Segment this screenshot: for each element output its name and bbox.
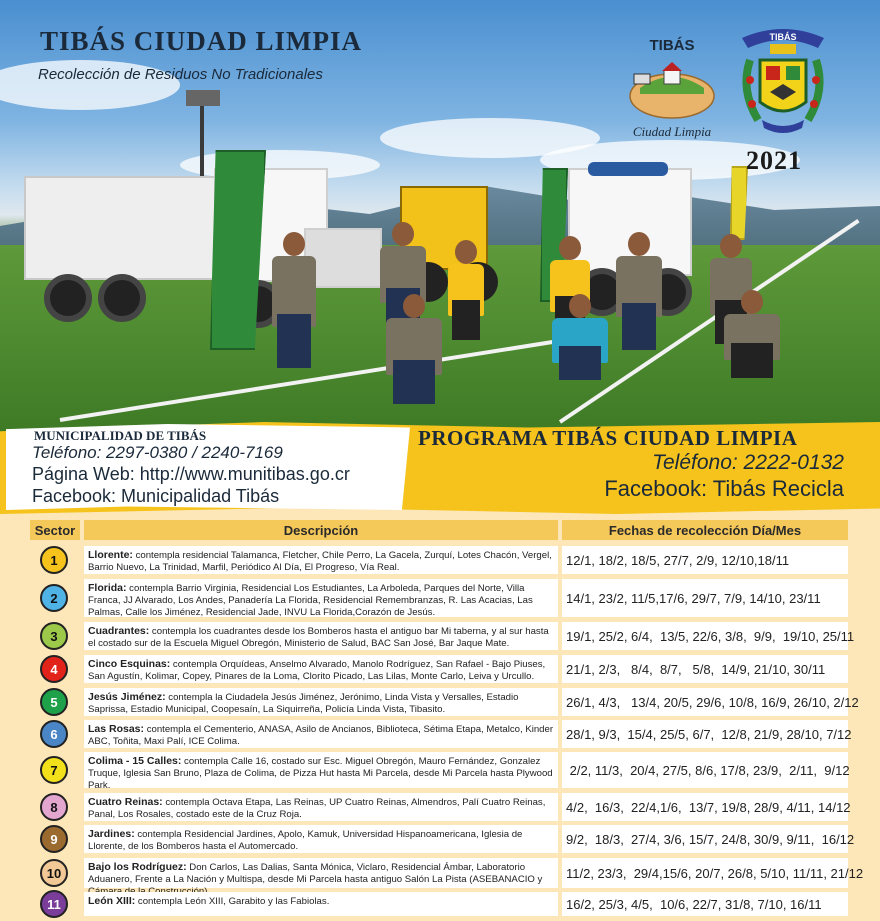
ciudad-limpia-logo bbox=[618, 34, 726, 144]
logo-bottom-text: Ciudad Limpia bbox=[632, 124, 712, 139]
header-dates: Fechas de recolección Día/Mes bbox=[562, 520, 848, 540]
sector-areas: contempla Octava Etapa, Las Reinas, UP Cuatro Reinas, Almendros, Palí Cuatro Reinas, Panal, Los Rosales, costado este de la Cruz Roja. bbox=[88, 797, 546, 820]
table-row bbox=[0, 655, 880, 683]
sector-number-badge: 5 bbox=[40, 688, 68, 716]
worker bbox=[552, 294, 608, 380]
sector-description bbox=[84, 793, 558, 821]
collection-dates: 28/1, 9/3, 15/4, 25/5, 6/7, 12/8, 21/9, 28/10, 7/12 bbox=[562, 720, 848, 748]
sector-name: Colima - 15 Calles: bbox=[88, 755, 182, 767]
page-subtitle: Recolección de Residuos No Tradicionales bbox=[38, 66, 323, 83]
collection-dates: 26/1, 4/3, 13/4, 20/5, 29/6, 10/8, 16/9, 26/10, 2/12 bbox=[562, 688, 848, 716]
table-row bbox=[0, 793, 880, 821]
sector-number-badge: 3 bbox=[40, 622, 68, 650]
sector-name: Cuatro Reinas: bbox=[88, 796, 163, 808]
collection-dates: 16/2, 25/3, 4/5, 10/6, 22/7, 31/8, 7/10, 16/11 bbox=[562, 892, 848, 916]
sector-areas: contempla Residencial Jardines, Apolo, Kamuk, Universidad Hispanoamericana, Iglesia de Llorente, de los Bomberos hasta el Automercado. bbox=[88, 829, 523, 852]
crest-label: TIBÁS bbox=[769, 32, 797, 42]
table-row bbox=[0, 579, 880, 617]
worker bbox=[724, 290, 780, 378]
sector-areas: contempla los cuadrantes desde los Bomberos hasta el antiguo bar Mi taberna, y al sur hasta el costado sur de la Escuela Miguel Obregón, Ministerio de Salud, BAC San José, Bar Jaque Mate. bbox=[88, 626, 549, 649]
sector-description bbox=[84, 655, 558, 683]
sector-name: Florida: bbox=[88, 582, 127, 594]
sector-description bbox=[84, 579, 558, 617]
program-facebook: Facebook: Tibás Recicla bbox=[604, 476, 844, 501]
sector-description bbox=[84, 622, 558, 650]
year-label: 2021 bbox=[746, 146, 802, 175]
municipality-website: Página Web: http://www.munitibas.go.cr bbox=[32, 464, 350, 484]
sector-number-badge: 11 bbox=[40, 890, 68, 918]
table-row bbox=[0, 752, 880, 791]
table-row bbox=[0, 720, 880, 748]
sector-areas: contempla el Cementerio, ANASA, Asilo de Ancianos, Biblioteca, Sétima Etapa, Metalco, Kinder ABC, Toñita, Maxi Palí, ICE Colima. bbox=[88, 724, 554, 747]
sector-number-badge: 10 bbox=[40, 859, 68, 887]
sector-name: León XIII: bbox=[88, 895, 136, 907]
sector-number-badge: 2 bbox=[40, 584, 68, 612]
worker bbox=[448, 240, 484, 340]
sector-description bbox=[84, 546, 558, 574]
header-sector: Sector bbox=[30, 520, 80, 540]
sector-number-badge: 6 bbox=[40, 720, 68, 748]
sector-name: Llorente: bbox=[88, 549, 133, 561]
sector-name: Las Rosas: bbox=[88, 723, 145, 735]
sector-number-badge: 9 bbox=[40, 825, 68, 853]
sector-name: Jardines: bbox=[88, 828, 135, 840]
sector-areas: contempla Orquídeas, Anselmo Alvarado, Manolo Rodríguez, San Rafael - Bajo Piuses, San Agustín, Kolimar, Copey, Pinares de la Loma, Clorito Picado, Las Lilas, Monte Carlo, Leiva y Urcullo. bbox=[88, 659, 546, 682]
collection-dates: 21/1, 2/3, 8/4, 8/7, 5/8, 14/9, 21/10, 30/11 bbox=[562, 655, 848, 683]
page-title: TIBÁS CIUDAD LIMPIA bbox=[40, 26, 363, 56]
dump-truck-left bbox=[24, 168, 384, 338]
table-row bbox=[0, 622, 880, 650]
table-row bbox=[0, 858, 880, 888]
municipal-crest bbox=[736, 20, 830, 150]
municipality-phone: Teléfono: 2297-0380 / 2240-7169 bbox=[32, 443, 283, 462]
sector-number-badge: 7 bbox=[40, 756, 68, 784]
sector-description bbox=[84, 892, 558, 916]
sector-description bbox=[84, 752, 558, 791]
table-row bbox=[0, 825, 880, 853]
sector-description bbox=[84, 688, 558, 716]
sector-areas: contempla residencial Talamanca, Fletcher, Chile Perro, La Gacela, Zurquí, Lotes Chacón, Vergel, Barrio Nuevo, La Trinidad, Marfil, Periódico Al Día, El Progreso, Vía Real. bbox=[88, 550, 552, 573]
program-phone: Teléfono: 2222-0132 bbox=[652, 451, 844, 474]
sector-number-badge: 8 bbox=[40, 793, 68, 821]
sector-areas: contempla León XIII, Garabito y las Fabiolas. bbox=[135, 896, 330, 907]
table-row bbox=[0, 892, 880, 916]
logo-top-text: TIBÁS bbox=[649, 37, 695, 54]
table-row bbox=[0, 688, 880, 716]
collection-dates: 14/1, 23/2, 11/5,17/6, 29/7, 7/9, 14/10, 23/11 bbox=[562, 579, 848, 617]
sector-name: Jesús Jiménez: bbox=[88, 691, 166, 703]
municipality-name: MUNICIPALIDAD DE TIBÁS bbox=[34, 428, 207, 443]
sector-description bbox=[84, 825, 558, 853]
collection-dates: 19/1, 25/2, 6/4, 13/5, 22/6, 3/8, 9/9, 19/10, 25/11 bbox=[562, 622, 848, 650]
sector-name: Cuadrantes: bbox=[88, 625, 150, 637]
sector-description bbox=[84, 858, 558, 888]
collection-dates: 11/2, 23/3, 29/4,15/6, 20/7, 26/8, 5/10, 11/11, 21/12 bbox=[562, 858, 848, 888]
sector-areas: contempla Calle 16, costado sur Esc. Miguel Obregón, Mauro Fernández, Gonzalez Truque, Iglesia San Bruno, Plaza de Colima, de Pizza Hut hasta Mi Parcela, desde Mi Parcela hasta Plywood Park. bbox=[88, 756, 553, 791]
collection-dates: 4/2, 16/3, 22/4,1/6, 13/7, 19/8, 28/9, 4/11, 14/12 bbox=[562, 793, 848, 821]
header-description: Descripción bbox=[84, 520, 558, 540]
worker bbox=[272, 232, 316, 368]
sector-number-badge: 4 bbox=[40, 655, 68, 683]
sector-areas: contempla Barrio Virginia, Residencial Los Estudiantes, La Arboleda, Parques del Norte, Villa Franca, JJ Alvarado, Los Andes, Panadería La Florida, Residencial Remembranzas, R. Las Acacias, Las Palmas, Calle los Jiménez, Residencial Jade, INVU La Florida,Corazón de Jesús. bbox=[88, 583, 533, 618]
table-row bbox=[0, 546, 880, 574]
sector-name: Cinco Esquinas: bbox=[88, 658, 171, 670]
sector-areas: contempla la Ciudadela Jesús Jiménez, Jerónimo, Linda Vista y Versalles, Estadio Saprissa, Estadio Municipal, Coopesaín, La Siquirreña, Policía Linda Vista, Tibasito. bbox=[88, 692, 519, 715]
sector-areas: Don Carlos, Las Dalias, Santa Mónica, Viclaro, Residencial Ámbar, Laboratorio Aduanero, Frente a La Nación y Multispa, desde Mi Parcela hasta antiguo Salón La Pista (ASEBANACIO y bbox=[88, 862, 543, 885]
collection-dates: 12/1, 18/2, 18/5, 27/7, 2/9, 12/10,18/11 bbox=[562, 546, 848, 574]
program-title: PROGRAMA TIBÁS CIUDAD LIMPIA bbox=[418, 426, 798, 450]
collection-dates: 2/2, 11/3, 20/4, 27/5, 8/6, 17/8, 23/9, 2/11, 9/12 bbox=[562, 752, 848, 788]
municipality-facebook: Facebook: Municipalidad Tibás bbox=[32, 486, 280, 506]
worker bbox=[386, 294, 442, 404]
sector-description bbox=[84, 720, 558, 748]
sector-number-badge: 1 bbox=[40, 546, 68, 574]
sector-name: Bajo los Rodríguez: bbox=[88, 861, 187, 873]
worker bbox=[616, 232, 662, 350]
collection-dates: 9/2, 18/3, 27/4, 3/6, 15/7, 24/8, 30/9, 9/11, 16/12 bbox=[562, 825, 848, 853]
